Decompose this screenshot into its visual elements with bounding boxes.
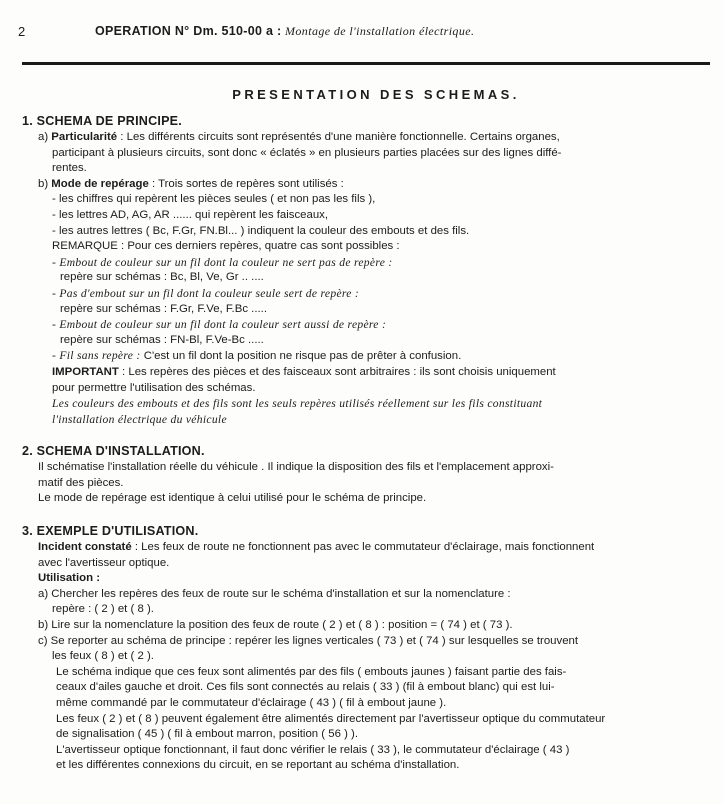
step-c: c) Se reporter au schéma de principe : repérer les lignes verticales ( 73 ) et ( 74 ) sur lesquelles se trouvent bbox=[38, 634, 579, 647]
case-example: repère sur schémas : Bc, Bl, Ve, Gr .. .... bbox=[60, 271, 264, 284]
text-line: pour permettre l'utilisation des schémas. bbox=[52, 381, 256, 394]
paragraph-installation bbox=[22, 460, 708, 507]
section-title: 2. SCHEMA D'INSTALLATION. bbox=[22, 444, 205, 459]
paragraph-particularite bbox=[22, 130, 708, 177]
text-line: C'est un fil dont la position ne risque pas de prêter à confusion. bbox=[140, 350, 462, 363]
note-line: Les couleurs des embouts et des fils sont les seuls repères utilisés réellement sur les fils constituant bbox=[52, 397, 543, 411]
term-mode-reperage: Mode de repérage bbox=[51, 177, 149, 190]
case-example: repère sur schémas : FN-Bl, F.Ve-Bc ..... bbox=[60, 333, 264, 346]
step-b: b) Lire sur la nomenclature la position des feux de route ( 2 ) et ( 8 ) : position = ( 74 ) et ( 73 ). bbox=[38, 619, 513, 632]
remarque: REMARQUE : Pour ces derniers repères, quatre cas sont possibles : bbox=[52, 240, 400, 253]
header-rule bbox=[22, 62, 710, 65]
note-line: l'installation électrique du véhicule bbox=[52, 412, 227, 426]
document-body bbox=[22, 113, 708, 790]
section-exemple-utilisation bbox=[22, 523, 708, 774]
section-title: 3. EXEMPLE D'UTILISATION. bbox=[22, 524, 199, 539]
incident-label: Incident constaté bbox=[38, 541, 132, 554]
text-line: : Trois sortes de repères sont utilisés : bbox=[148, 177, 344, 190]
important-label: IMPORTANT bbox=[52, 365, 119, 378]
text-line: : Les repères des pièces et des faisceaux sont arbitraires : ils sont choisis uniquement bbox=[118, 365, 556, 378]
case-item: - Embout de couleur sur un fil dont la couleur sert aussi de repère : bbox=[52, 318, 387, 332]
text-line: de signalisation ( 45 ) ( fil à embout marron, position ( 56 ) ). bbox=[56, 728, 358, 741]
operation-description: Montage de l'installation électrique. bbox=[285, 24, 475, 38]
utilisation-label: Utilisation : bbox=[38, 572, 101, 585]
text-line: L'avertisseur optique fonctionnant, il faut donc vérifier le relais ( 33 ), le commutateur d'éclairage ( 43 ) bbox=[56, 743, 570, 756]
list-marker: b) bbox=[38, 177, 52, 190]
text-line: Le schéma indique que ces feux sont alimentés par des fils ( embouts jaunes ) faisant partie des fais- bbox=[56, 665, 567, 678]
main-title: PRESENTATION DES SCHEMAS. bbox=[232, 87, 520, 102]
text-line: : Les différents circuits sont représentés d'une manière fonctionnelle. Certains organes, bbox=[117, 131, 560, 143]
text-line: même commandé par le commutateur d'éclairage ( 43 ) ( fil à embout jaune ). bbox=[56, 697, 447, 709]
text-line: et les différentes connexions du circuit, en se reportant au schéma d'installation. bbox=[56, 759, 460, 772]
section-schema-installation bbox=[22, 443, 708, 507]
section-schema-principe bbox=[22, 113, 708, 427]
case-example: repère sur schémas : F.Gr, F.Ve, F.Bc ..... bbox=[60, 302, 267, 315]
text-line: participant à plusieurs circuits, sont donc « éclatés » en plusieurs parties placées sur des lignes diffé- bbox=[52, 146, 562, 159]
case-item: - Pas d'embout sur un fil dont la couleur seule sert de repère : bbox=[52, 286, 360, 300]
text-line: Les feux ( 2 ) et ( 8 ) peuvent également être alimentés directement par l'avertisseur optique du commutateur bbox=[56, 712, 606, 725]
text-line: repère : ( 2 ) et ( 8 ). bbox=[52, 603, 154, 616]
text-line: Le mode de repérage est identique à celui utilisé pour le schéma de principe. bbox=[38, 492, 427, 505]
text-line: les feux ( 8 ) et ( 2 ). bbox=[52, 650, 154, 663]
text-line: matif des pièces. bbox=[38, 476, 124, 489]
case-item: - Embout de couleur sur un fil dont la couleur ne sert pas de repère : bbox=[52, 255, 393, 269]
text-line: ceaux d'ailes gauche et droit. Ces fils sont connectés au relais ( 33 ) (fil à embout blanc) qui est lui- bbox=[56, 681, 555, 694]
section-title: 1. SCHEMA DE PRINCIPE. bbox=[22, 114, 182, 128]
list-marker: a) bbox=[38, 131, 52, 143]
list-item: - les lettres AD, AG, AR ...... qui repèrent les faisceaux, bbox=[52, 208, 329, 221]
page-number: 2 bbox=[18, 24, 26, 39]
text-line: rentes. bbox=[52, 162, 87, 175]
list-item: - les autres lettres ( Bc, F.Gr, FN.Bl... ) indiquent la couleur des embouts et des fils. bbox=[52, 224, 470, 237]
page-header bbox=[16, 22, 708, 42]
paragraph-exemple bbox=[22, 540, 708, 774]
text-line: Il schématise l'installation réelle du véhicule . Il indique la disposition des fils et l'emplacement approxi- bbox=[38, 461, 554, 474]
paragraph-mode-reperage bbox=[22, 177, 708, 428]
operation-title bbox=[95, 24, 474, 39]
text-line: : Les feux de route ne fonctionnent pas avec le commutateur d'éclairage, mais fonctionnent bbox=[131, 541, 595, 554]
case-item: - Fil sans repère : bbox=[52, 349, 141, 363]
operation-code: OPERATION N° Dm. 510-00 a : bbox=[95, 24, 282, 38]
term-particularite: Particularité bbox=[51, 131, 118, 143]
list-item: - les chiffres qui repèrent les pièces seules ( et non pas les fils ), bbox=[52, 193, 376, 206]
text-line: avec l'avertisseur optique. bbox=[38, 556, 170, 569]
step-a: a) Chercher les repères des feux de route sur le schéma d'installation et sur la nomenclature : bbox=[38, 587, 511, 600]
